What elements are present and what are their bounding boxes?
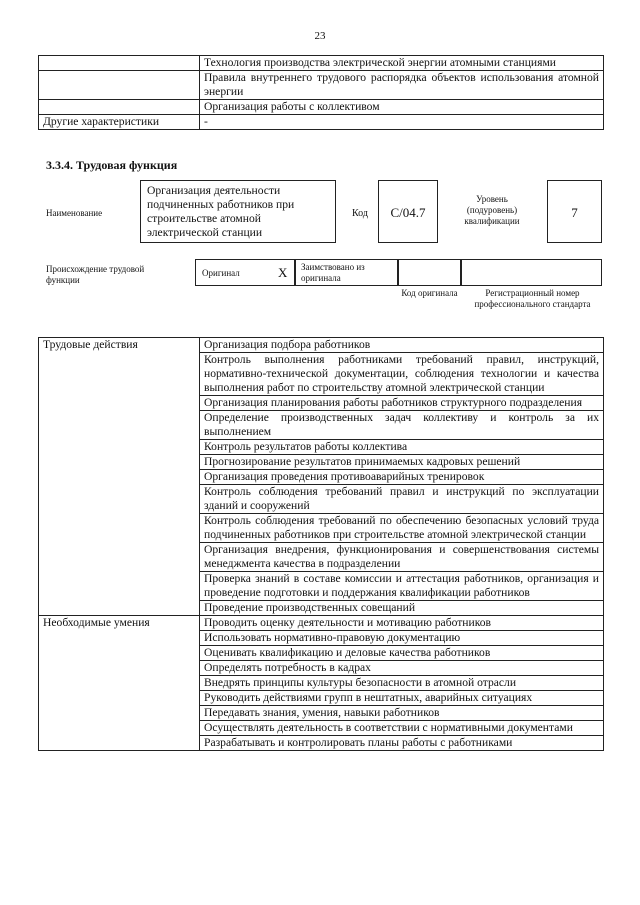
skill-item: Передавать знания, умения, навыки работников — [200, 706, 604, 721]
original-mark: X — [278, 265, 288, 280]
skills-label: Необходимые умения — [39, 616, 200, 751]
level-label: Уровень (подуровень) квалификации — [464, 194, 520, 226]
skill-item: Проводить оценку деятельности и мотивацию работников — [200, 616, 604, 631]
table-row — [39, 115, 604, 130]
empty-cell — [39, 100, 200, 115]
code-label: Код — [352, 208, 368, 219]
skill-item: Оценивать квалификацию и деловые качества работников — [200, 646, 604, 661]
cell-text: Технология производства электрической энергии атомными станциями — [200, 56, 604, 71]
code-original-box — [398, 259, 461, 286]
page-number: 23 — [314, 30, 326, 42]
origin-label: Происхождение трудовой функции — [46, 264, 145, 285]
original-label: Оригинал — [202, 268, 240, 278]
table-row — [39, 56, 604, 71]
top-table — [38, 55, 604, 130]
name-value: Организация деятельности подчиненных работников при строительстве атомной электрической станции — [140, 180, 336, 243]
labor-actions-label: Трудовые действия — [39, 338, 200, 616]
skill-item: Определять потребность в кадрах — [200, 661, 604, 676]
labor-action-item: Прогнозирование результатов принимаемых кадровых решений — [200, 455, 604, 470]
code-original-caption: Код оригинала — [401, 288, 458, 298]
table-row — [39, 616, 604, 631]
level-value: 7 — [547, 180, 602, 243]
empty-cell — [39, 56, 200, 71]
skill-item: Разрабатывать и контролировать планы работы с работниками — [200, 736, 604, 751]
labor-action-item: Контроль соблюдения требований правил и инструкций по эксплуатации зданий и сооружений — [200, 485, 604, 514]
reg-number-box — [461, 259, 602, 286]
labor-action-item: Контроль результатов работы коллектива — [200, 440, 604, 455]
other-value: - — [200, 115, 604, 130]
labor-action-item: Контроль соблюдения требований по обеспечению безопасных условий труда подчиненных работников при строительстве атомной электрической станции — [200, 514, 604, 543]
labor-action-item: Организация планирования работы работников структурного подразделения — [200, 396, 604, 411]
skill-item: Руководить действиями групп в нештатных, аварийных ситуациях — [200, 691, 604, 706]
labor-action-item: Организация внедрения, функционирования и совершенствования системы менеджмента качества в подразделении — [200, 543, 604, 572]
reg-number-caption: Регистрационный номер профессионального стандарта — [474, 288, 591, 309]
labor-action-item: Проведение производственных совещаний — [200, 601, 604, 616]
labor-action-item: Проверка знаний в составе комиссии и аттестация работников, организация и проведение подготовки и поддержания квалификации работников — [200, 572, 604, 601]
table-row — [39, 338, 604, 353]
borrowed-box — [295, 259, 398, 286]
table-row — [39, 71, 604, 100]
main-table — [38, 337, 604, 751]
labor-action-item: Определение производственных задач коллективу и контроль за их выполнением — [200, 411, 604, 440]
borrowed-label: Заимствовано из оригинала — [301, 262, 365, 283]
empty-cell — [39, 71, 200, 100]
skill-item: Осуществлять деятельность в соответствии с нормативными документами — [200, 721, 604, 736]
table-row — [39, 100, 604, 115]
original-box — [195, 259, 295, 286]
skill-item: Внедрять принципы культуры безопасности в атомной отрасли — [200, 676, 604, 691]
labor-action-item: Контроль выполнения работниками требований правил, инструкций, нормативно-технической документации, соблюдения технологии и качества выполнения работ по строительству атомной электрической станции — [200, 353, 604, 396]
code-value: С/04.7 — [378, 180, 438, 243]
labor-action-item: Организация подбора работников — [200, 338, 604, 353]
name-label: Наименование — [46, 208, 103, 218]
cell-text: Правила внутреннего трудового распорядка объектов использования атомной энергии — [200, 71, 604, 100]
skill-item: Использовать нормативно-правовую документацию — [200, 631, 604, 646]
section-title: 3.3.4. Трудовая функция — [46, 158, 178, 172]
other-label: Другие характеристики — [39, 115, 200, 130]
cell-text: Организация работы с коллективом — [200, 100, 604, 115]
labor-action-item: Организация проведения противоаварийных тренировок — [200, 470, 604, 485]
